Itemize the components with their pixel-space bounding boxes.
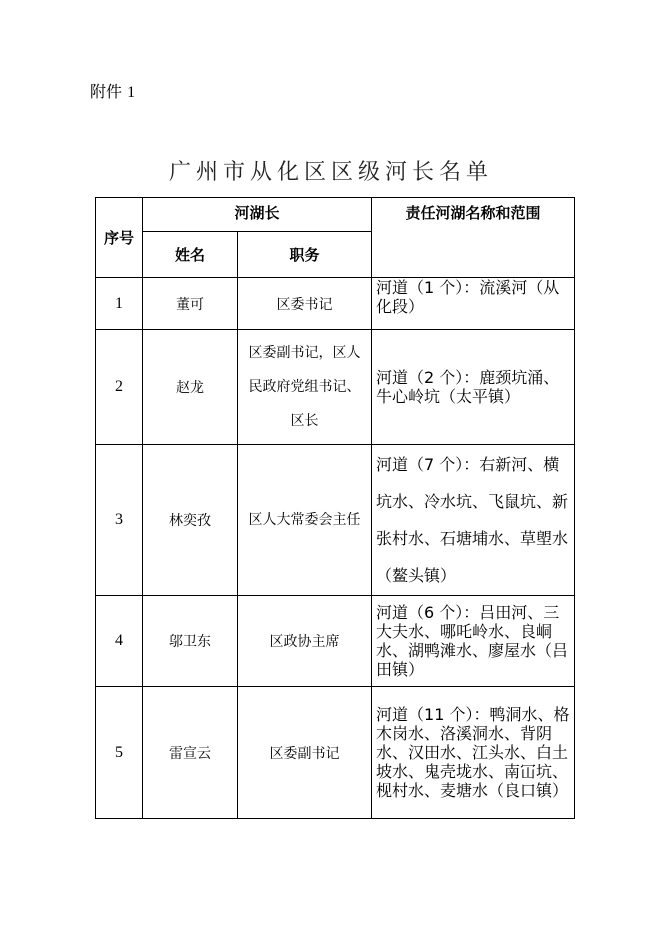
attachment-label bbox=[90, 79, 135, 102]
row-position: 区政协主席 bbox=[238, 596, 372, 687]
row-index: 2 bbox=[96, 330, 143, 445]
row-position: 区委副书记 bbox=[238, 687, 372, 819]
row-scope: 河道（11 个）：鸭洞水、格木岗水、洛溪洞水、背阴水、汉田水、江头水、白土坡水、鬼壳垅水、南冚坑、枧村水、麦塘水（良口镇） bbox=[372, 687, 575, 819]
row-name: 雷宣云 bbox=[143, 687, 238, 819]
header-position: 职务 bbox=[238, 232, 372, 278]
attachment-number: 1 bbox=[127, 84, 136, 101]
table-row bbox=[96, 445, 575, 596]
header-river-chief: 河湖长 bbox=[143, 198, 372, 232]
row-index: 5 bbox=[96, 687, 143, 819]
attachment-text: 附件 bbox=[90, 82, 123, 101]
row-name: 林奕孜 bbox=[143, 445, 238, 596]
header-scope: 责任河湖名称和范围 bbox=[372, 198, 575, 278]
row-position: 区人大常委会主任 bbox=[238, 445, 372, 596]
row-scope: 河道（2 个）：鹿颈坑涌、牛心岭坑（太平镇） bbox=[372, 330, 575, 445]
table-row bbox=[96, 330, 575, 445]
page-title: 广州市从化区区级河长名单 bbox=[168, 160, 493, 185]
row-name: 赵龙 bbox=[143, 330, 238, 445]
header-name: 姓名 bbox=[143, 232, 238, 278]
row-position: 区委书记 bbox=[238, 278, 372, 330]
row-name: 董可 bbox=[143, 278, 238, 330]
row-position: 区委副书记，区人民政府党组书记、区长 bbox=[238, 330, 372, 445]
row-scope: 河道（1 个）：流溪河（从化段） bbox=[372, 278, 575, 330]
table-row bbox=[96, 278, 575, 330]
header-index: 序号 bbox=[96, 198, 143, 278]
table-row bbox=[96, 596, 575, 687]
row-index: 3 bbox=[96, 445, 143, 596]
table-row bbox=[96, 687, 575, 819]
river-chief-table bbox=[95, 197, 575, 819]
row-scope: 河道（6 个）：吕田河、三大夫水、哪吒岭水、良峒水、湖鸭滩水、廖屋水（吕田镇） bbox=[372, 596, 575, 687]
row-name: 邬卫东 bbox=[143, 596, 238, 687]
row-scope: 河道（7 个）：右新河、横坑水、冷水坑、飞鼠坑、新张村水、石塘埔水、草塱水（鳌头镇） bbox=[372, 445, 575, 596]
row-index: 4 bbox=[96, 596, 143, 687]
row-index: 1 bbox=[96, 278, 143, 330]
